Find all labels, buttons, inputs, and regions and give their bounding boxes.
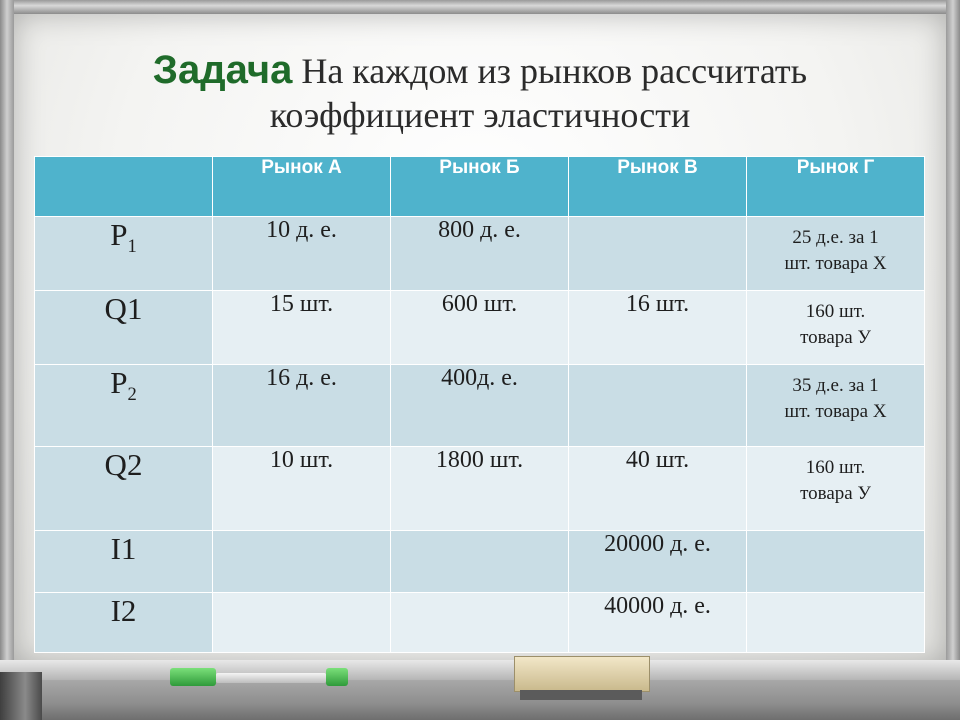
table-row	[35, 217, 925, 291]
header-market-b: Рынок Б	[391, 157, 569, 217]
row-label: Q1	[35, 291, 213, 365]
marker-icon	[170, 668, 216, 686]
slide-title	[60, 48, 900, 137]
header-market-a: Рынок А	[213, 157, 391, 217]
table-row	[35, 291, 925, 365]
board-frame-right	[946, 0, 960, 720]
table-header-row	[35, 157, 925, 217]
cell-market-b: 400д. е.	[391, 365, 569, 447]
cell-market-v	[569, 217, 747, 291]
marker-grip-icon	[216, 673, 326, 683]
board-clip	[0, 672, 42, 720]
cell-market-g: 160 шт. товара У	[747, 291, 925, 365]
title-line2: коэффициент эластичности	[269, 95, 691, 135]
cell-market-v: 16 шт.	[569, 291, 747, 365]
cell-market-b: 1800 шт.	[391, 447, 569, 531]
cell-market-a: 15 шт.	[213, 291, 391, 365]
board-frame-left	[0, 0, 14, 720]
table-row	[35, 531, 925, 593]
title-line1: На каждом из рынков рассчитать	[301, 51, 808, 91]
title-keyword: Задача	[152, 48, 293, 92]
cell-market-v	[569, 365, 747, 447]
row-label: $P_2$	[35, 365, 213, 447]
cell-market-g	[747, 531, 925, 593]
header-market-v: Рынок В	[569, 157, 747, 217]
board-frame-top	[0, 0, 960, 14]
cell-market-g: 160 шт. товара У	[747, 447, 925, 531]
row-label: I2	[35, 593, 213, 653]
cell-market-v: 20000 д. е.	[569, 531, 747, 593]
marker-cap-icon	[326, 668, 348, 686]
header-market-g: Рынок Г	[747, 157, 925, 217]
cell-market-a	[213, 531, 391, 593]
cell-market-b: 600 шт.	[391, 291, 569, 365]
cell-market-a	[213, 593, 391, 653]
cell-market-v: 40 шт.	[569, 447, 747, 531]
row-label: Q2	[35, 447, 213, 531]
eraser-pad-icon	[520, 690, 642, 700]
elasticity-table	[34, 156, 925, 653]
cell-market-b	[391, 593, 569, 653]
cell-market-a: 10 шт.	[213, 447, 391, 531]
table-row	[35, 593, 925, 653]
cell-market-a: 16 д. е.	[213, 365, 391, 447]
cell-market-v: 40000 д. е.	[569, 593, 747, 653]
cell-market-b: 800 д. е.	[391, 217, 569, 291]
table-row	[35, 447, 925, 531]
eraser-icon	[514, 656, 650, 692]
cell-market-g: 35 д.е. за 1 шт. товара Х	[747, 365, 925, 447]
cell-market-b	[391, 531, 569, 593]
board-tray	[0, 660, 960, 680]
cell-market-g	[747, 593, 925, 653]
header-empty	[35, 157, 213, 217]
table-row	[35, 365, 925, 447]
row-label: I1	[35, 531, 213, 593]
cell-market-a: 10 д. е.	[213, 217, 391, 291]
row-label: $P_1$	[35, 217, 213, 291]
cell-market-g: 25 д.е. за 1 шт. товара Х	[747, 217, 925, 291]
